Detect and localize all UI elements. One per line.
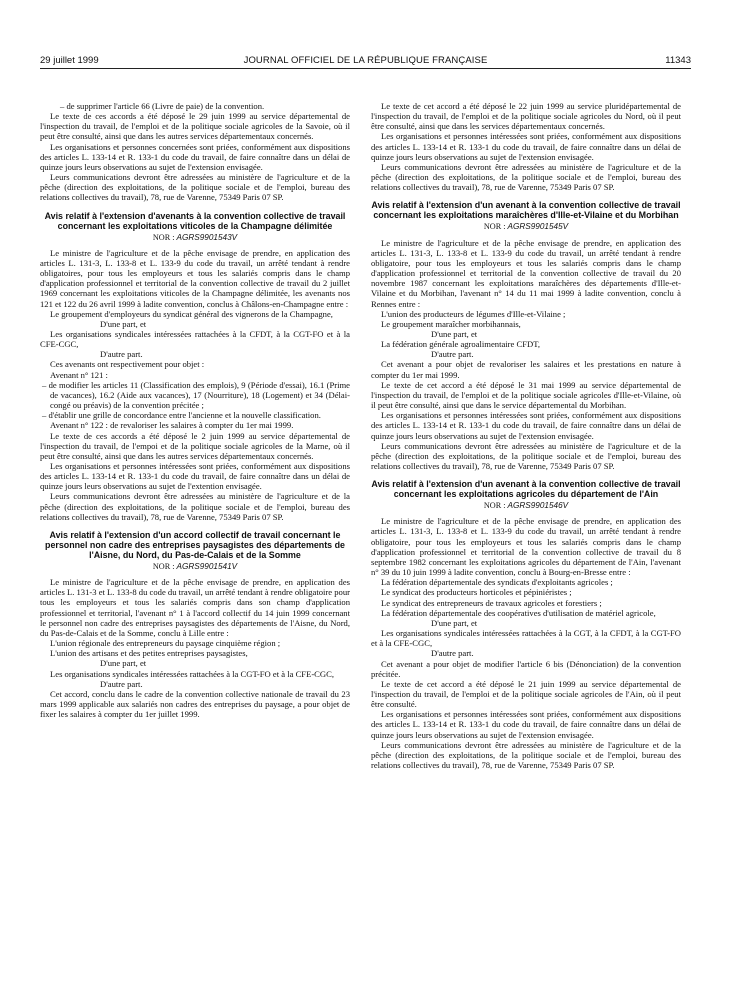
nor-reference [371, 222, 681, 232]
party-line: D'une part, et [431, 617, 478, 628]
paragraph: Leurs communications devront être adressées au ministère de l'agriculture et de la pêche (direction des exploitations, de la politique sociale et de l'emploi, bureau des relations collectives du travail), 78, rue de Varenne, 75349 Paris 07 SP. [371, 440, 681, 471]
paragraph: Le texte de cet accord a été déposé le 21 juin 1999 au service départemental de l'inspection du travail, de l'emploi et de la politique sociale agricoles de l'Ain, où il peut être consulté. [371, 678, 681, 710]
paragraph: Le texte de cet accord a été déposé le 31 mai 1999 au service départemental de l'inspection du travail, de l'emploi et de la politique sociale agricoles d'Ille-et-Vilaine, où il peut être consulté, ainsi que dans le service départemental du Morbihan. [371, 379, 681, 411]
paragraph: Avenant n° 122 : de revaloriser les salaires à compter du 1er mai 1999. [50, 420, 294, 431]
paragraph: Les organisations et personnes concernées sont priées, conformément aux dispositions des articles L. 133-14 et R. 133-1 du code du travail, de faire connaître dans un délai de quinze jours leurs observations au sujet de l'extension envisagée. [40, 141, 350, 172]
paragraph: Le texte de ces accords a été déposé le 2 juin 1999 au service départemental de l'inspection du travail, de l'empoi et de la politique sociale agricoles de la Marne, où il peut être consulté, ainsi que dans les autres services départementaux concernés. [40, 430, 350, 461]
party-line: D'autre part. [100, 678, 143, 689]
nor-code: AGRS9901546V [507, 501, 569, 511]
journal-title: JOURNAL OFFICIEL DE LA RÉPUBLIQUE FRANÇAISE [243, 55, 488, 66]
header-date: 29 juillet 1999 [40, 55, 99, 66]
right-column [371, 101, 681, 770]
list-item: – de modifier les articles 11 (Classification des emplois), 9 (Période d'essai), 16.1 (Prime de vacances), 16.2 (Aide aux vacances), 17 (Nourriture), 18 (Logement) et 34 (Délai-congé ou préavis) de la convention précitée ; [42, 379, 350, 411]
paragraph: La fédération départementale des coopératives d'utilisation de matériel agricole, [381, 607, 656, 618]
party-line: D'une part, et [100, 658, 147, 669]
nor-label: NOR : [483, 222, 506, 232]
list-item: – d'établir une grille de concordance entre l'ancienne et la nouvelle classification. [42, 410, 321, 421]
paragraph: Cet avenant a pour objet de modifier l'article 6 bis (Dénonciation) de la convention précitée. [371, 658, 681, 679]
paragraph: Le ministre de l'agriculture et de la pêche envisage de prendre, en application des articles L. 131-3, L. 133-8 et L. 133-9 du code du travail, un arrêté tendant à rendre obligatoires, pour tous les employeurs et tous les salariés compris dans le champ d'application professionnel et territorial de la convention collective de travail du 2 juillet 1969 concernant les exploitations viticoles de la Champagne délimitée, les avenants nos 121 et 122 du 26 avril 1999 à ladite convention, conclus à Châlons-en-Champagne entre : [40, 247, 350, 309]
paragraph: Les organisations et personnes intéressées sont priées, conformément aux dispositions des articles L. 133-14 et R. 133-1 du code du travail, de faire connaître dans un délai de quinze jours leurs observations au sujet de l'extension envisagée. [371, 131, 681, 162]
paragraph: Le ministre de l'agriculture et de la pêche envisage de prendre, en application des articles L. 131-3 et L. 133-8 du code du travail, un arrêté tendant à rendre obligatoire pour tous les employeurs et tous les salariés compris dans son champ d'application professionnel et territorial, l'avenant n° 1 à l'accord collectif du 14 juin 1999 concernant le personnel non cadre des entreprises paysagistes des départements de l'Aisne, du Nord, du Pas-de-Calais et de la Somme, conclu à Lille entre : [40, 577, 350, 638]
paragraph: Les organisations et personnes intéressées sont priées, conformément aux dispositions des articles L. 133-14 et R. 133-1 du code du travail, de faire connaître dans un délai de quinze jours leurs observations au sujet de l'extension envisagée. [371, 709, 681, 740]
nor-code: AGRS9901543V [176, 232, 238, 242]
paragraph: Le groupement d'employeurs du syndicat général des vignerons de la Champagne, [50, 308, 333, 319]
party-line: D'autre part. [100, 349, 143, 360]
section-heading: Avis relatif à l'extension d'avenants à la convention collective de travail concernant les exploitations viticoles de la Champagne délimitée [44, 210, 346, 231]
paragraph: Avenant n° 121 : [50, 369, 108, 380]
nor-code: AGRS9901545V [507, 222, 569, 232]
party-line: D'autre part. [431, 648, 474, 659]
paragraph: Les organisations et personnes intéressées sont priées, conformément aux dispositions des articles L. 133-14 et R. 133-1 du code du travail, de faire connaître dans un délai de quinze jours leurs observations au sujet de l'extension envisagée. [371, 410, 681, 441]
paragraph: Les organisations syndicales intéressées rattachées à la CGT, à la CFDT, à la CGT-FO et à la CFE-CGC, [371, 628, 681, 649]
paragraph: La fédération générale agroalimentaire CFDT, [381, 339, 540, 350]
page-number: 11343 [665, 55, 691, 66]
paragraph: Cet avenant a pour objet de revaloriser les salaires et les prestations en nature à compter du 1er mai 1999. [371, 359, 681, 380]
paragraph: Le groupement maraîcher morbihannais, [381, 318, 521, 329]
nor-code: AGRS9901541V [176, 561, 238, 571]
paragraph: Leurs communications devront être adressées au ministère de l'agriculture et de la pêche (direction des exploitations, de la politique sociale et de l'emploi, bureau des relations collectives du travail), 78, rue de Varenne, 75349 Paris 07 SP. [371, 739, 681, 771]
header-rule [40, 68, 691, 69]
paragraph: Les organisations et personnes intéressées sont priées, conformément aux dispositions des articles L. 133-14 et R. 133-1 du code du travail, de faire connaître dans un délai de quinze jours leurs observations au sujet de l'extention envisagée. [40, 461, 350, 492]
nor-reference [40, 233, 350, 243]
section-heading: Avis relatif à l'extension d'un avenant à la convention collective de travail concernant les exploitations agricoles du département de l'Ain [371, 479, 681, 500]
left-column [40, 101, 350, 719]
paragraph: Le texte de cet accord a été déposé le 22 juin 1999 au service pluridépartemental de l'inspection du travail, de l'emploi et de la politique sociale agricoles du Nord, où il peut être consulté, ainsi que dans les services départementaux concernés. [371, 101, 681, 132]
party-line: D'une part, et [431, 328, 478, 339]
paragraph: L'union des artisans et des petites entreprises paysagistes, [50, 648, 248, 659]
party-line: D'une part, et [100, 318, 147, 329]
paragraph: Ces avenants ont respectivement pour objet : [50, 359, 205, 370]
paragraph: Cet accord, conclu dans le cadre de la convention collective nationale de travail du 23 mars 1999 applicable aux salariés non cadres des entreprises du paysage, a pour objet de fixer les salaires à compter du 1er juillet 1999. [40, 688, 350, 720]
party-line: D'autre part. [431, 349, 474, 360]
paragraph: Leurs communications devront être adressées au ministère de l'agriculture et de la pêche (direction des exploitations, de la politique sociale et de l'emploi, bureau des relations collectives du travail), 78, rue de Varenne, 75349 Paris 07 SP. [40, 491, 350, 522]
paragraph: Les organisations syndicales intéressées rattachées à la CGT-FO et à la CFE-CGC, [50, 668, 335, 679]
paragraph: Leurs communications devront être adressées au ministère de l'agriculture et de la pêche (direction des exploitations, de la politique sociale et de l'emploi, bureau des relations collectives du travail), 78, rue de Varenne, 75349 Paris 07 SP. [40, 172, 350, 203]
paragraph: Le ministre de l'agriculture et de la pêche envisage de prendre, en application des articles L. 131-3, L. 133-8 et L. 133-9 du code du travail, un arrêté tendant à rendre obligatoire, pour tous les employeurs et tous les salariés compris dans le champ d'application professionnel et territorial de la convention collective de travail du 20 novembre 1987 concernant les exploitations maraîchères des départements d'Ille-et-Vilaine et du Morbihan, l'avenant n° 14 du 11 mai 1999 à ladite convention, conclu à Rennes entre : [371, 237, 681, 309]
paragraph: Le syndicat des entrepreneurs de travaux agricoles et forestiers ; [381, 597, 602, 608]
nor-label: NOR : [152, 232, 175, 242]
paragraph: Le texte de ces accords a été déposé le 29 juin 1999 au service départemental de l'inspection du travail, de l'emploi et de la politique sociale agricoles de la Savoie, où il peut être consulté, ainsi que dans les autres services départementaux concernés. [40, 111, 350, 142]
nor-reference [371, 501, 681, 511]
paragraph: Le ministre de l'agriculture et de la pêche envisage de prendre, en application des articles L. 131-3, L. 133-8 et L. 133-9 du code du travail, un arrêté tendant à rendre obligatoire, pour tous les employeurs et tous les salariés compris dans le champ d'application professionnel et territorial de la convention collective de travail du 8 septembre 1982 concernant les exploitations agricoles du département de l'Ain, l'avenant n° 39 du 10 juin 1999 à ladite convention, conclu à Bourg-en-Bresse entre : [371, 516, 681, 578]
paragraph: L'union régionale des entrepreneurs du paysage cinquième région ; [50, 638, 281, 649]
nor-label: NOR : [152, 561, 175, 571]
section-heading: Avis relatif à l'extension d'un accord collectif de travail concernant le personnel non cadre des entreprises paysagistes des départements de l'Aisne, du Nord, du Pas-de-Calais et de la Somme [45, 529, 345, 560]
nor-label: NOR : [483, 501, 506, 511]
paragraph: La fédération départementale des syndicats d'exploitants agricoles ; [381, 577, 613, 588]
section-heading: Avis relatif à l'extension d'un avenant à la convention collective de travail concernant les exploitations maraîchères d'Ille-et-Vilaine et du Morbihan [371, 200, 681, 221]
paragraph: L'union des producteurs de légumes d'Ille-et-Vilaine ; [381, 308, 566, 319]
paragraph: Le syndicat des producteurs horticoles et pépiniéristes ; [381, 587, 572, 598]
paragraph: Les organisations syndicales intéressées rattachées à la CFDT, à la CGT-FO et à la CFE-CGC, [40, 328, 350, 350]
paragraph: – de supprimer l'article 66 (Livre de paie) de la convention. [60, 101, 265, 111]
paragraph: Leurs communications devront être adressées au ministère de l'agriculture et de la pêche (direction des exploitations, de la politique sociale et de l'emploi, bureau des relations collectives du travail), 78, rue de Varenne, 75349 Paris 07 SP. [371, 161, 681, 193]
nor-reference [40, 562, 350, 572]
